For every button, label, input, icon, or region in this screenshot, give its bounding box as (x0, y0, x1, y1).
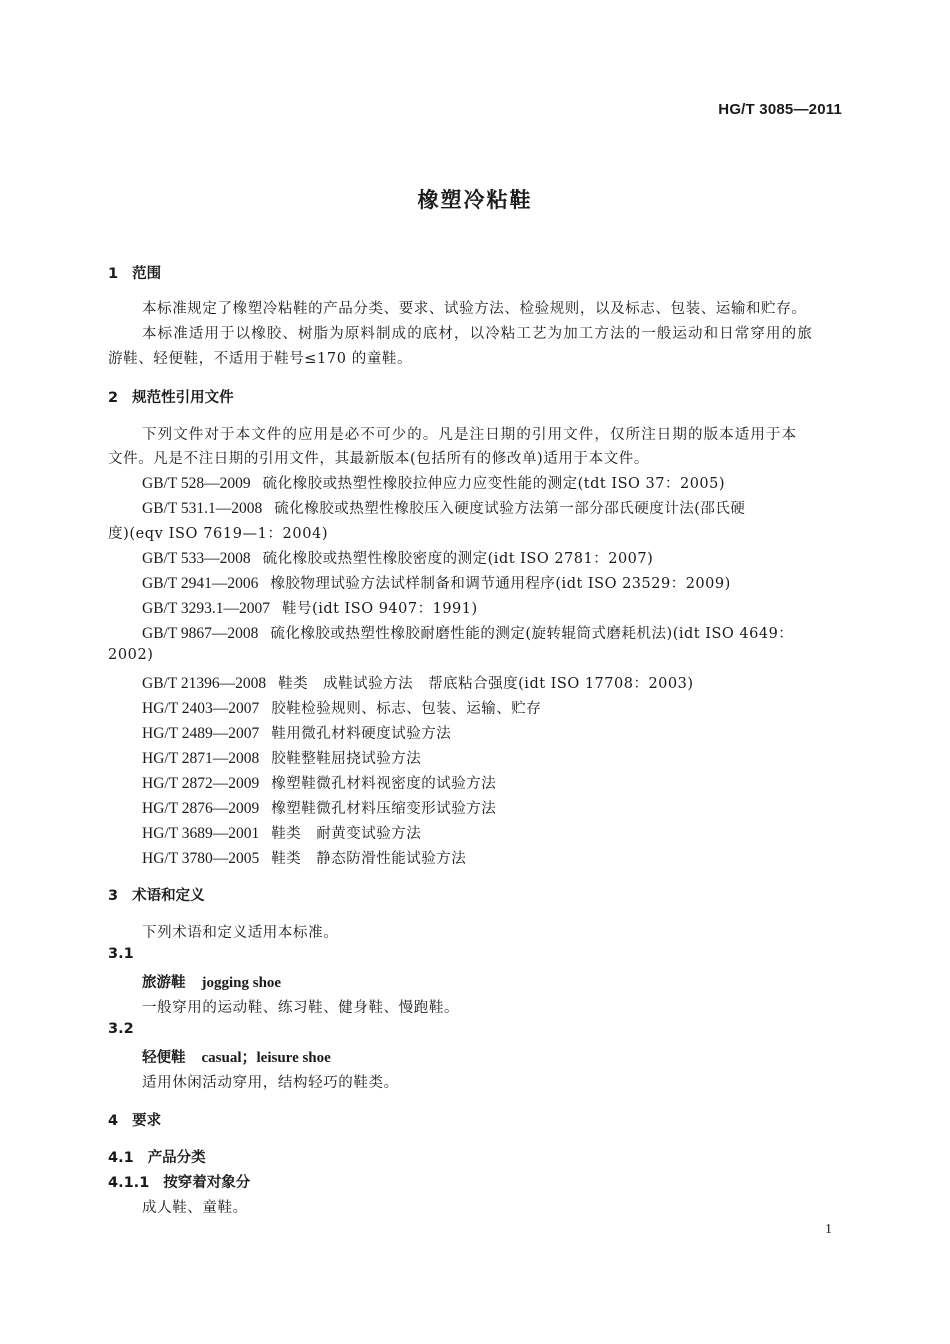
subsection-4-1-1-heading (108, 1171, 250, 1192)
section-2-heading (108, 386, 234, 407)
reference-item (142, 547, 653, 568)
scope-paragraph-2-line-2: 游鞋、轻便鞋，不适用于鞋号≤170 的童鞋。 (108, 351, 413, 367)
reference-code: HG/T 2872—2009 (142, 775, 260, 792)
reference-item (142, 472, 725, 493)
subsection-number: 4.1.1 (108, 1175, 150, 1191)
scope-paragraph-2-line-1: 本标准适用于以橡胶、树脂为原料制成的底材，以冷粘工艺为加工方法的一般运动和日常穿用的旅 (142, 326, 813, 342)
term-number: 3.2 (108, 1021, 134, 1037)
page-number: 1 (825, 1222, 832, 1237)
reference-code: GB/T 533—2008 (142, 550, 251, 567)
reference-item (142, 722, 451, 743)
reference-code: HG/T 2489—2007 (142, 725, 260, 742)
reference-code: HG/T 2876—2009 (142, 800, 260, 817)
term-entry (142, 971, 281, 992)
reference-code: HG/T 2871—2008 (142, 750, 260, 767)
references-intro-line-2: 文件。凡是不注日期的引用文件，其最新版本(包括所有的修改单)适用于本文件。 (108, 451, 650, 467)
wearer-classification-text: 成人鞋、童鞋。 (142, 1200, 248, 1216)
reference-code: GB/T 528—2009 (142, 475, 251, 492)
subsection-title: 产品分类 (147, 1150, 206, 1166)
reference-code: GB/T 2941—2006 (142, 575, 259, 592)
reference-item (142, 847, 466, 868)
references-intro-line-1: 下列文件对于本文件的应用是必不可少的。凡是注日期的引用文件，仅所注日期的版本适用于本 (142, 427, 798, 443)
section-title: 范围 (132, 266, 162, 282)
reference-code: GB/T 3293.1—2007 (142, 600, 271, 617)
document-title: 橡塑冷粘鞋 (417, 188, 533, 212)
section-title: 规范性引用文件 (132, 390, 234, 406)
reference-item (142, 572, 731, 593)
terms-intro: 下列术语和定义适用本标准。 (142, 925, 339, 941)
reference-code: HG/T 3689—2001 (142, 825, 260, 842)
reference-item (142, 697, 541, 718)
reference-title: 硫化橡胶或热塑性橡胶密度的测定(idt ISO 2781：2007) (262, 551, 654, 567)
subsection-4-1-heading (108, 1146, 206, 1167)
section-title: 要求 (132, 1113, 162, 1129)
reference-code: GB/T 21396—2008 (142, 675, 267, 692)
reference-item (142, 497, 745, 518)
term-english: casual；leisure shoe (201, 1050, 331, 1066)
reference-title: 硫化橡胶或热塑性橡胶耐磨性能的测定(旋转辊筒式磨耗机法)(idt ISO 4649： (270, 626, 794, 642)
section-3-heading (108, 884, 205, 905)
reference-item (142, 672, 694, 693)
reference-title: 鞋用微孔材料硬度试验方法 (271, 726, 452, 742)
reference-item (142, 797, 496, 818)
reference-code: HG/T 2403—2007 (142, 700, 260, 717)
reference-continuation: 度)(eqv ISO 7619—1：2004) (108, 526, 329, 542)
reference-item (142, 772, 496, 793)
reference-title: 胶鞋整鞋屈挠试验方法 (271, 751, 422, 767)
reference-title: 胶鞋检验规则、标志、包装、运输、贮存 (271, 701, 542, 717)
reference-title: 硫化橡胶或热塑性橡胶拉伸应力应变性能的测定(tdt ISO 37：2005) (262, 476, 726, 492)
reference-code: GB/T 531.1—2008 (142, 500, 263, 517)
reference-title: 鞋号(idt ISO 9407：1991) (282, 601, 478, 617)
section-4-heading (108, 1109, 161, 1130)
reference-title: 橡胶物理试验方法试样制备和调节通用程序(idt ISO 23529：2009) (270, 576, 731, 592)
section-number: 3 (108, 888, 119, 904)
section-title: 术语和定义 (132, 888, 205, 904)
reference-title: 鞋类 成鞋试验方法 帮底粘合强度(idt ISO 17708：2003) (278, 676, 694, 692)
subsection-number: 4.1 (108, 1150, 134, 1166)
term-definition: 一般穿用的运动鞋、练习鞋、健身鞋、慢跑鞋。 (142, 1000, 460, 1016)
term-english: jogging shoe (201, 975, 282, 991)
section-1-heading (108, 262, 161, 283)
reference-item (142, 822, 421, 843)
reference-title: 橡塑鞋微孔材料压缩变形试验方法 (271, 801, 497, 817)
reference-continuation: 2002) (108, 647, 154, 663)
section-number: 4 (108, 1113, 119, 1129)
reference-item (142, 747, 421, 768)
reference-title: 硫化橡胶或热塑性橡胶压入硬度试验方法第一部分邵氏硬度计法(邵氏硬 (274, 501, 746, 517)
reference-title: 鞋类 静态防滑性能试验方法 (271, 851, 467, 867)
reference-code: HG/T 3780—2005 (142, 850, 260, 867)
section-number: 2 (108, 390, 119, 406)
standard-code: HG/T 3085—2011 (718, 101, 842, 118)
subsection-title: 按穿着对象分 (163, 1175, 251, 1191)
term-chinese: 旅游鞋 (142, 975, 186, 991)
term-entry (142, 1046, 331, 1067)
reference-title: 鞋类 耐黄变试验方法 (271, 826, 422, 842)
scope-paragraph-1: 本标准规定了橡塑冷粘鞋的产品分类、要求、试验方法、检验规则，以及标志、包装、运输和贮存。 (142, 301, 807, 317)
section-number: 1 (108, 266, 119, 282)
reference-title: 橡塑鞋微孔材料视密度的试验方法 (271, 776, 497, 792)
term-chinese: 轻便鞋 (142, 1050, 186, 1066)
term-definition: 适用休闲活动穿用，结构轻巧的鞋类。 (142, 1075, 399, 1091)
term-number: 3.1 (108, 946, 134, 962)
reference-item (142, 622, 793, 643)
reference-item (142, 597, 478, 618)
reference-code: GB/T 9867—2008 (142, 625, 259, 642)
